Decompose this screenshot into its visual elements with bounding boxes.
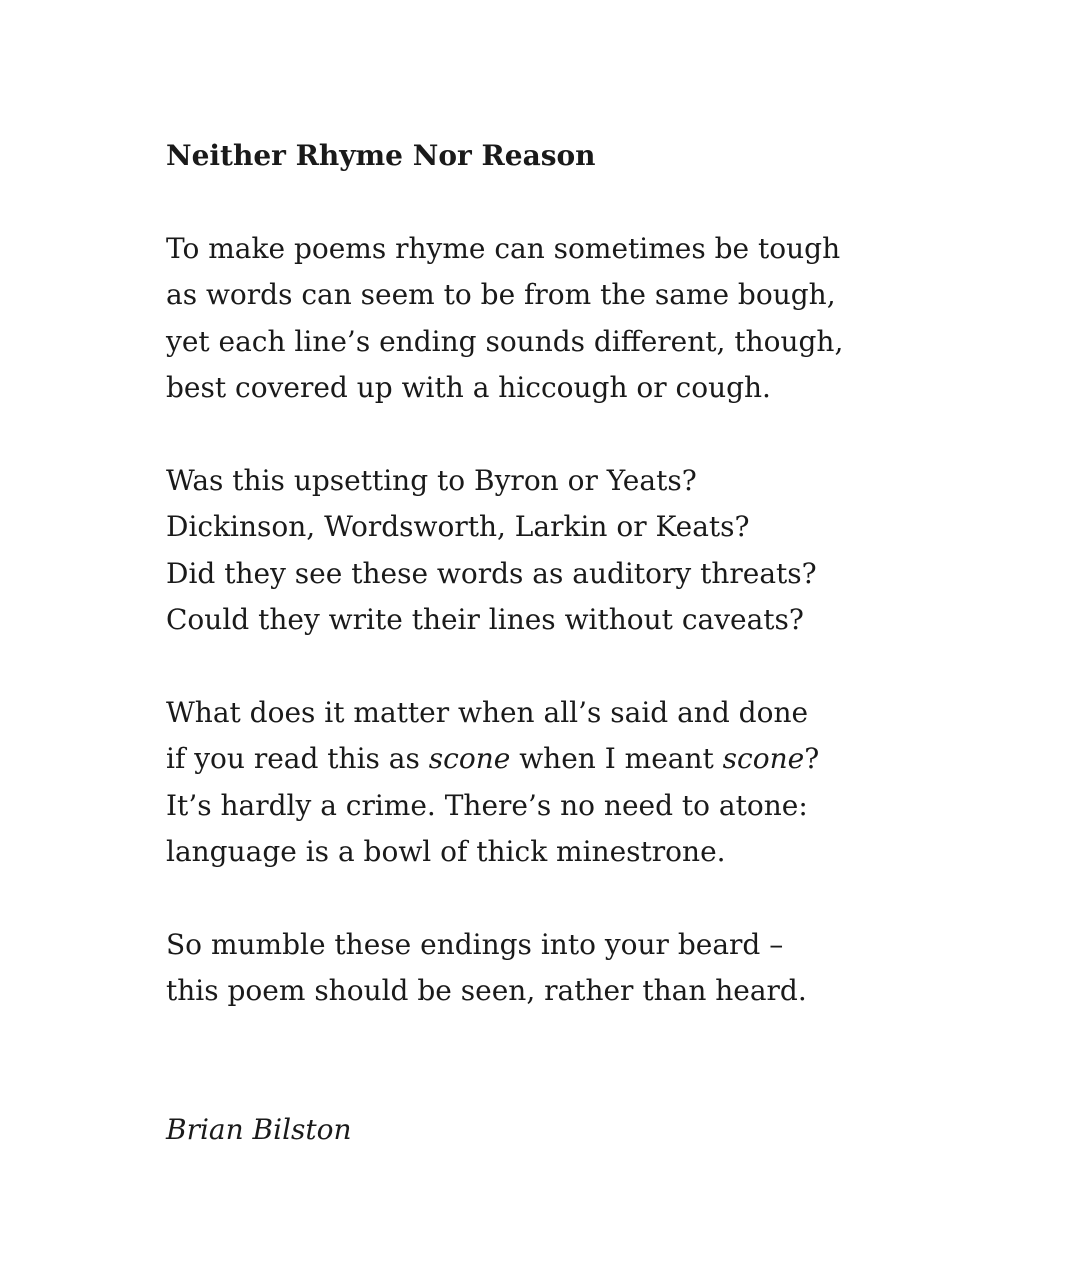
poem-line: What does it matter when all’s said and done (166, 696, 809, 729)
poem-author: Brian Bilston (166, 1113, 352, 1146)
poem-line: as words can seem to be from the same bough, (166, 278, 836, 312)
poem-line: best covered up with a hiccough or cough. (166, 370, 771, 404)
italic-word: scone (722, 742, 805, 776)
line-text-part: if you read this as (166, 742, 429, 776)
stanza-3 (166, 690, 819, 875)
poem-line: yet each line’s ending sounds different, though, (166, 324, 844, 358)
poem-line: Dickinson, Wordsworth, Larkin or Keats? (166, 510, 750, 544)
poem-line: Was this upsetting to Byron or Yeats? (166, 464, 697, 497)
poem-line: To make poems rhyme can sometimes be tough (166, 232, 841, 265)
poem-line: language is a bowl of thick minestrone. (166, 834, 726, 868)
poem-line: It’s hardly a crime. There’s no need to atone: (166, 788, 808, 822)
stanza-4 (166, 922, 807, 1015)
poem-line: Did they see these words as auditory threats? (166, 556, 817, 590)
line-text-part: when I meant (510, 742, 723, 776)
stanza-1 (166, 226, 843, 411)
poem-line: Could they write their lines without caveats? (166, 602, 804, 636)
stanza-2 (166, 458, 817, 643)
poem-line: So mumble these endings into your beard – (166, 928, 784, 961)
line-text-part: ? (804, 742, 820, 776)
poem-title: Neither Rhyme Nor Reason (166, 139, 596, 172)
italic-word: scone (428, 742, 511, 776)
poem-page (166, 0, 1046, 1280)
poem-line-with-italics (166, 736, 819, 782)
poem-line: this poem should be seen, rather than heard. (166, 974, 807, 1008)
